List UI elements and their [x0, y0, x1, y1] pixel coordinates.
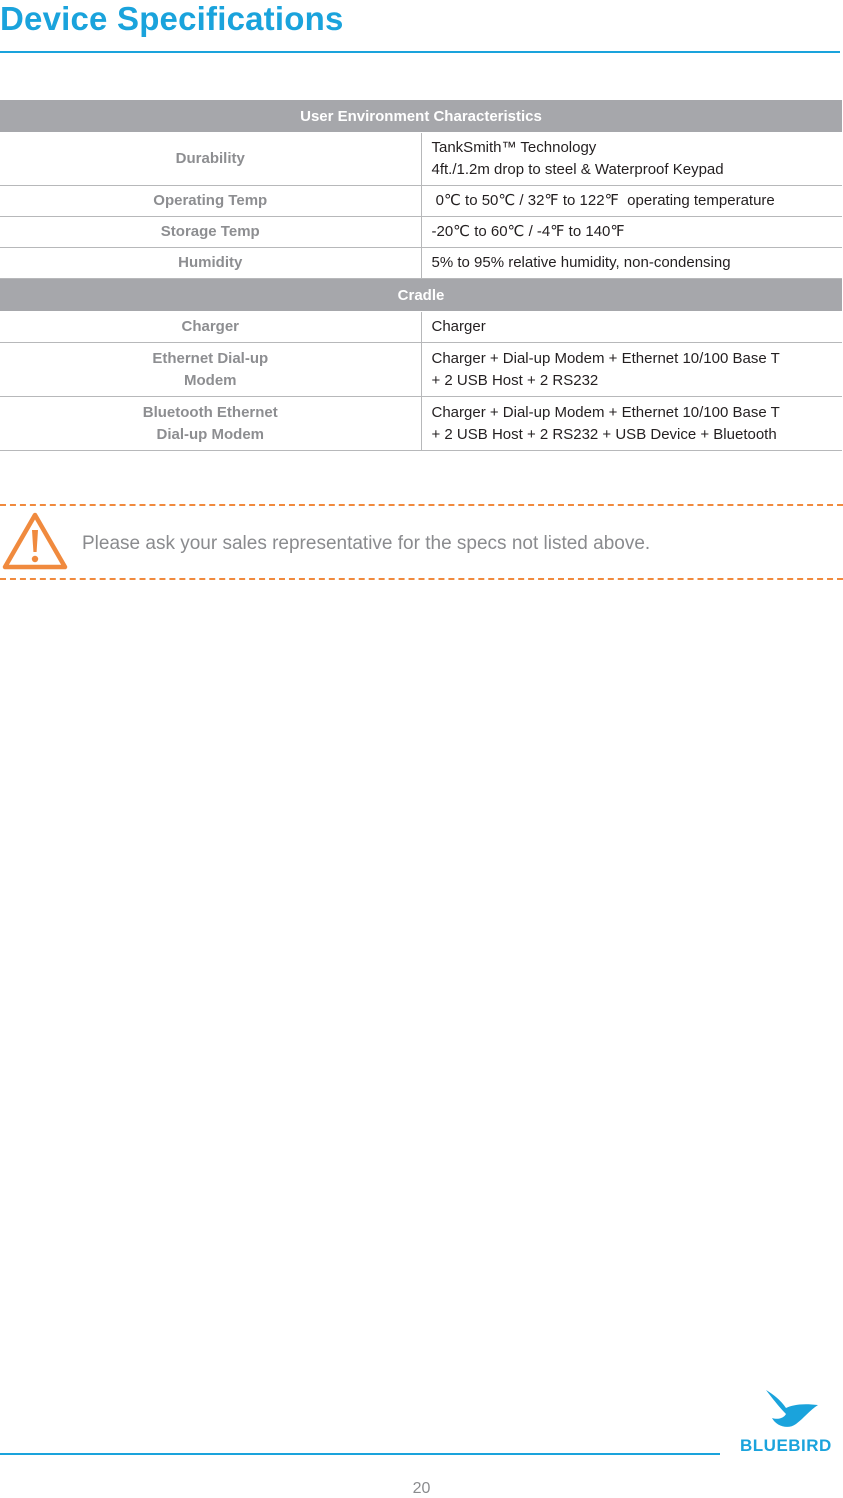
table-row [0, 397, 842, 451]
label-line: Dial-up Modem [156, 425, 264, 443]
value-line: + 2 USB Host + 2 RS232 + USB Device + Bluetooth [431, 425, 777, 443]
table-row [0, 312, 842, 343]
value-line: + 2 USB Host + 2 RS232 [431, 371, 599, 389]
row-label [0, 312, 421, 343]
row-label [0, 217, 421, 248]
value-line: -20℃ to 60℃ / -4℉ to 140℉ [431, 223, 625, 240]
label-line: Charger [181, 318, 240, 335]
note-divider-bottom [0, 578, 843, 580]
page-title: Device Specifications [0, 0, 344, 37]
label-line: Durability [175, 150, 245, 167]
row-label [0, 133, 421, 186]
value-line: 0℃ to 50℃ / 32℉ to 122℉ operating temperature [431, 192, 775, 209]
section-header-row [0, 279, 842, 312]
note-text: Please ask your sales representative for the specs not listed above. [82, 533, 651, 554]
title-rule [0, 51, 840, 53]
row-value [421, 343, 842, 397]
row-value [421, 312, 842, 343]
row-label [0, 343, 421, 397]
row-value [421, 217, 842, 248]
label-line: Storage Temp [160, 223, 260, 240]
label-line: Humidity [178, 254, 243, 271]
row-label [0, 397, 421, 451]
label-line: Bluetooth Ethernet [142, 403, 278, 421]
label-line: Ethernet Dial-up [152, 349, 269, 367]
value-line: TankSmith™ Technology [431, 139, 597, 156]
value-line: 5% to 95% relative humidity, non-condensing [431, 254, 731, 271]
label-line: Modem [184, 371, 237, 389]
section-header: User Environment Characteristics [0, 100, 842, 133]
row-label [0, 186, 421, 217]
page-number: 20 [412, 1480, 431, 1497]
value-line: Charger [431, 318, 486, 335]
section-header-row [0, 100, 842, 133]
brand-name: BLUEBIRD [740, 1436, 832, 1455]
table-row [0, 186, 842, 217]
value-line: 4ft./1.2m drop to steel & Waterproof Keypad [431, 161, 724, 178]
row-value [421, 397, 842, 451]
row-label [0, 248, 421, 279]
note-divider-top [0, 504, 843, 506]
label-line: Operating Temp [153, 192, 268, 209]
table-row [0, 248, 842, 279]
row-value [421, 186, 842, 217]
spec-table [0, 100, 842, 451]
value-line: Charger + Dial-up Modem + Ethernet 10/100 Base T [431, 403, 780, 421]
table-row [0, 343, 842, 397]
footer-rule [0, 1453, 720, 1455]
brand-logo [740, 1388, 843, 1460]
section-header: Cradle [0, 279, 842, 312]
table-row [0, 217, 842, 248]
warning-triangle-icon [2, 512, 68, 570]
value-line: Charger + Dial-up Modem + Ethernet 10/100 Base T [431, 349, 780, 367]
table-row [0, 133, 842, 186]
bluebird-logo-icon [764, 1388, 820, 1430]
row-value [421, 248, 842, 279]
row-value [421, 133, 842, 186]
